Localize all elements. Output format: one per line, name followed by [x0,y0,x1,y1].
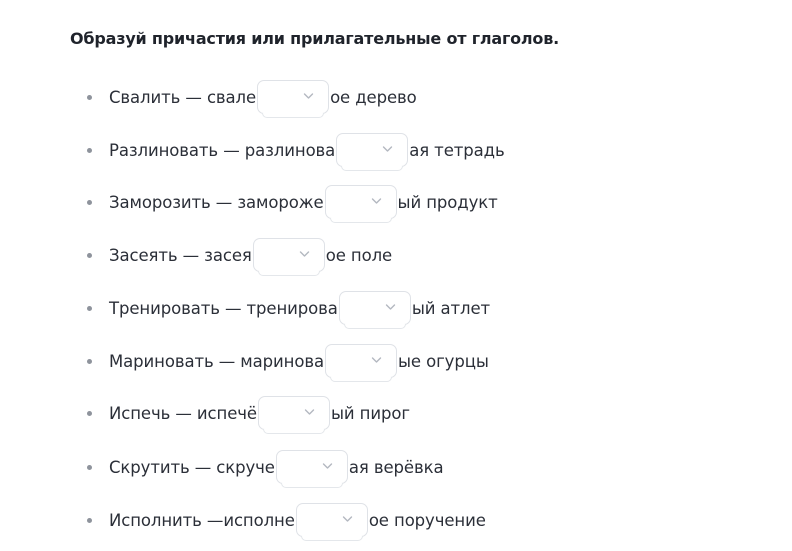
list-item [84,447,443,487]
ending-dropdown[interactable] [257,80,329,114]
list-item [84,77,417,117]
word-after: ое поручение [368,510,486,530]
chevron-down-icon [371,356,382,364]
list-item [84,341,489,381]
word-after: ый атлет [411,298,491,318]
bullet-icon [87,200,92,205]
chevron-down-icon [342,515,353,523]
ending-dropdown[interactable] [258,396,330,430]
word-before: Свалить — свале [109,87,257,107]
list-item [84,130,505,170]
list-item [84,235,392,275]
chevron-down-icon [385,303,396,311]
bullet-icon [87,465,92,470]
ending-dropdown[interactable] [325,344,397,378]
ending-dropdown[interactable] [325,185,397,219]
bullet-icon [87,359,92,364]
word-after: ая верёвка [348,457,444,477]
word-after: ое дерево [330,87,417,107]
ending-dropdown[interactable] [339,291,411,325]
word-after: ый продукт [397,192,498,212]
word-before: Скрутить — скруче [109,457,275,477]
chevron-down-icon [299,250,310,258]
word-before: Испечь — испечё [109,403,257,423]
chevron-down-icon [303,92,314,100]
bullet-icon [87,253,92,258]
list-item [84,182,498,222]
bullet-icon [87,148,92,153]
word-after: ая тетрадь [409,140,505,160]
bullet-icon [87,411,92,416]
list-item [84,288,490,328]
ending-dropdown[interactable] [296,503,368,537]
word-after: ое поле [325,245,393,265]
bullet-icon [87,518,92,523]
chevron-down-icon [371,197,382,205]
word-after: ые огурцы [397,351,489,371]
list-item [84,393,410,433]
ending-dropdown[interactable] [253,238,325,272]
ending-dropdown[interactable] [336,133,408,167]
chevron-down-icon [322,462,333,470]
word-before: Засеять — засея [109,245,252,265]
bullet-icon [87,95,92,100]
chevron-down-icon [382,145,393,153]
word-before: Разлиновать — разлинова [109,140,336,160]
word-before: Исполнить —исполне [109,510,295,530]
word-after: ый пирог [330,403,410,423]
word-before: Мариновать — маринова [109,351,324,371]
bullet-icon [87,306,92,311]
word-before: Заморозить — заморожe [109,192,324,212]
word-before: Тренировать — тренирова [109,298,338,318]
ending-dropdown[interactable] [276,450,348,484]
chevron-down-icon [304,408,315,416]
list-item [84,500,486,540]
task-title: Образуй причастия или прилагательные от глаголов. [70,29,560,48]
